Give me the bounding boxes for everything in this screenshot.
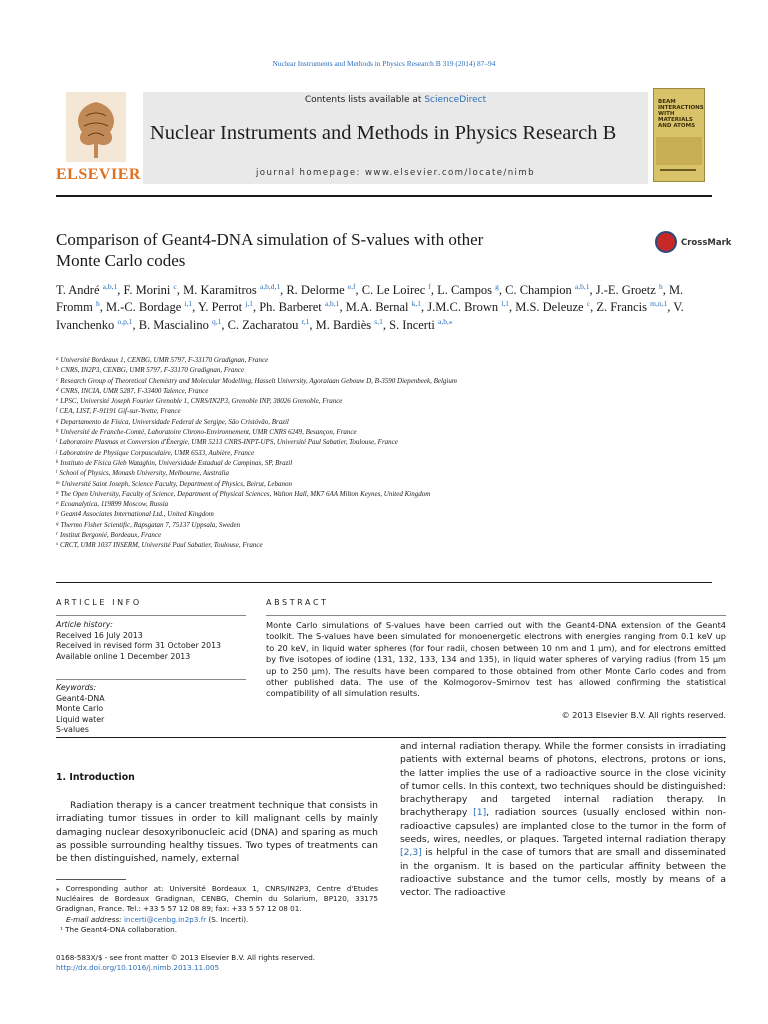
author-name: M. Karamitros [183, 283, 257, 297]
email-note: E-mail address: incerti@cenbg.in2p3.fr (S. Incerti). [66, 914, 249, 924]
author-list: T. André $^{a,b,1}$, F. Morini $^c$, M. Karamitros $^{a,b,d,1}$, R. Delorme $^{e,f}$, C. Le Loirec $^f$, L. Campos $^g$, C. Champion $^{a,b,1}$, J.-E. Groetz $^h$, M. Fromm $^h$, M.-C. Bordage $^{i,1}$, Y. Perrot $^{j,1}$, Ph. Barberet $^{a,b,1}$, M.A. Bernal $^{k,1}$, J.M.C. Brown $^{l,1}$, M.S. Deleuze $^c$, Z. Francis $^{m,n,1}$, V. Ivanchenko $^{o,p,1}$, B. Mascialino $^{q,1}$, C. Zacharatou $^{r,1}$, M. Bardiès $^{s,1}$, S. Incerti $^{a,b,⁎}$ [56, 282, 684, 332]
author-affiliation-marks[interactable]: h [95, 299, 100, 309]
author-affiliation-marks[interactable]: c [586, 299, 591, 309]
author[interactable] [183, 283, 280, 297]
affiliation-key: i [56, 439, 58, 445]
author-name: B. Mascialino [138, 317, 209, 332]
affiliation-text: Ecoanalytica, 119899 Moscow, Russia [60, 500, 169, 509]
info-rule [56, 679, 246, 680]
author-name: Ph. Barberet [259, 300, 322, 315]
article-history [56, 620, 246, 662]
author-name: F. Morini [123, 283, 171, 297]
abstract-copyright: © 2013 Elsevier B.V. All rights reserved. [561, 710, 726, 720]
affiliation-key: f [56, 408, 58, 414]
right-column-paragraph: and internal radiation therapy. While the former consists in irradiating patients with external beams of photons, electrons, protons or ions, the latter implies the use of a radioactive source in the close vicinity of tumor cells. In this context, two techniques should be distinguished: brachytherapy and targeted internal radiation therapy. In brachytherapy [1], radiation sources (usually enclosed within non-radioactive capsules) are implanted close to the tumor in the form of seeds, wires, needles, or plaques. Targeted internal radiation therapy [2,3] is helpful in the case of tumors that are small and disseminated in the organism. It is based on the particular affinity between the radioactive substance and the tumor cells, mostly by means of a vector. The radioactive [400, 741, 726, 899]
introduction-heading: 1. Introduction [56, 772, 135, 783]
affiliation-text: LPSC, Université Joseph Fourier Grenoble 1, CNRS/IN2P3, Grenoble INP, 38026 Grenoble, France [60, 397, 343, 406]
cover-footer [660, 169, 696, 171]
affiliation-key: h [56, 429, 59, 435]
affiliation-item [56, 489, 716, 499]
author[interactable] [596, 300, 667, 314]
author-affiliation-marks[interactable]: a,b,1 [102, 282, 118, 291]
cover-title: BEAM INTERACTIONS WITH MATERIALS AND ATOMS [658, 99, 704, 129]
author-name: Y. Perrot [197, 300, 243, 315]
affiliation-item [56, 417, 716, 427]
affiliation-text: Université Saint Joseph, Science Faculty, Department of Physics, Beirut, Lebanon [61, 479, 292, 488]
affiliation-item [56, 406, 716, 416]
contents-prefix: Contents lists available at [304, 95, 425, 105]
info-rule [56, 615, 246, 616]
author-name: C. Champion [505, 283, 572, 297]
abstract-rule [266, 615, 726, 616]
author-affiliation-marks[interactable]: l,1 [501, 299, 509, 309]
author-affiliation-marks[interactable]: m,n,1 [650, 299, 668, 309]
author-affiliation-marks[interactable]: a,b,⁎ [438, 316, 453, 326]
affiliation-key: e [56, 398, 59, 404]
author-affiliation-marks[interactable]: a,b,1 [574, 282, 590, 291]
affiliation-item [56, 479, 716, 489]
contents-line [143, 95, 648, 105]
section-rule [56, 582, 712, 583]
affiliation-key: q [56, 521, 59, 527]
affiliation-item [56, 540, 716, 550]
affiliation-text: School of Physics, Monash University, Melbourne, Australia [59, 469, 229, 478]
author[interactable] [505, 283, 589, 297]
affiliation-key: o [56, 501, 59, 507]
masthead [56, 88, 756, 188]
author[interactable] [362, 283, 431, 297]
author-name: R. Delorme [286, 283, 345, 297]
affiliation-text: CRCT, UMR 1037 INSERM, Université Paul Sabatier, Toulouse, France [59, 541, 263, 550]
affiliation-key: m [56, 480, 60, 486]
affiliation-text: Laboratoire de Physique Corpusculaire, UMR 6533, Aubière, France [59, 448, 255, 457]
elsevier-wordmark: ELSEVIER [56, 166, 141, 183]
footnote-rule [56, 879, 126, 880]
header-rule [56, 195, 712, 197]
introduction-paragraph: Radiation therapy is a cancer treatment technique that consists in irradiating tumor tissues in order to kill malignant cells by mainly damaging nuclear desoxyribonucleic acid (DNA) and sparing as much as possible surrounding healthy tissues. Two types of treatments can be then distinguished, namely, external [56, 800, 378, 865]
author-name: M.S. Deleuze [515, 300, 584, 315]
author[interactable] [123, 283, 176, 297]
affiliation-text: CEA, LIST, F-91191 Gif-sur-Yvette, France [59, 407, 181, 416]
author-affiliation-marks[interactable]: s,1 [374, 316, 383, 326]
abstract-heading: ABSTRACT [266, 598, 329, 607]
author[interactable] [139, 318, 222, 332]
affiliation-item [56, 520, 716, 530]
author[interactable] [228, 318, 310, 332]
author-affiliation-marks[interactable]: a,b,1 [324, 299, 340, 309]
reference-link[interactable]: [2,3] [400, 847, 422, 859]
cover-band [656, 137, 702, 165]
author-affiliation-marks[interactable]: j,1 [245, 299, 253, 309]
author[interactable] [56, 283, 117, 297]
affiliation-text: Instituto de Física Gleb Wataghin, Universidade Estadual de Campinas, SP, Brazil [60, 458, 293, 467]
affiliation-item [56, 376, 716, 386]
affiliation-item [56, 355, 716, 365]
author-affiliation-marks[interactable]: c [173, 282, 177, 291]
author[interactable] [515, 300, 590, 314]
affiliation-item [56, 530, 716, 540]
keywords [56, 683, 246, 736]
affiliation-key: p [56, 511, 59, 517]
author-affiliation-marks[interactable]: e,f [347, 282, 356, 291]
keyword-item: S-values [56, 725, 89, 734]
author-name: L. Campos [437, 283, 492, 297]
reference-link[interactable]: [1] [473, 807, 487, 819]
author-name: S. Incerti [389, 317, 435, 332]
author[interactable] [106, 300, 192, 314]
homepage-prefix: journal homepage: [256, 168, 365, 178]
affiliation-item [56, 396, 716, 406]
author[interactable] [437, 283, 499, 297]
affiliation-key: k [56, 459, 59, 465]
affiliation-key: j [56, 449, 58, 455]
keyword-item: Geant4-DNA [56, 693, 105, 703]
author-affiliation-marks[interactable]: f [428, 282, 431, 291]
journal-banner [143, 92, 648, 184]
collaboration-note: ¹ The Geant4-DNA collaboration. [60, 924, 177, 934]
affiliation-list [56, 355, 716, 551]
affiliation-text: The Open University, Faculty of Science, Department of Physical Sciences, Walton Hall, MK7 6AA Milton Keynes, United Kingdom [60, 489, 431, 498]
affiliation-key: g [56, 418, 59, 424]
author-affiliation-marks[interactable]: h [658, 282, 663, 291]
author-name: M. Bardiès [315, 317, 372, 332]
crossmark-label: CrossMark [681, 238, 732, 248]
affiliation-text: Thermo Fisher Scientific, Rapsgatan 7, 75137 Uppsala, Sweden [60, 520, 241, 529]
affiliation-text: Institut Bergonié, Bordeaux, France [59, 531, 162, 540]
body-rule [56, 737, 726, 738]
author-affiliation-marks[interactable]: a,b,d,1 [259, 282, 281, 291]
journal-title: Nuclear Instruments and Methods in Physics Research B [150, 122, 617, 144]
affiliation-key: b [56, 367, 59, 373]
affiliation-text: Geant4 Associates International Ltd., United Kingdom [60, 510, 214, 519]
author-name: C. Zacharatou [227, 317, 299, 332]
homepage-url-link[interactable]: www.elsevier.com/locate/nimb [364, 168, 535, 178]
author-name: J.-E. Groetz [595, 283, 656, 297]
affiliation-text: Laboratoire Plasmas et Conversion d'Énergie, UMR 5213 CNRS-INPT-UPS, Université Paul Sabatier, Toulouse, France [59, 438, 398, 447]
author[interactable] [286, 283, 355, 297]
affiliation-item [56, 437, 716, 447]
affiliation-item [56, 509, 716, 519]
keyword-item: Liquid water [56, 714, 105, 724]
bottom-info [56, 953, 456, 973]
affiliation-item [56, 386, 716, 396]
elsevier-logo [56, 92, 141, 184]
issn-line: 0168-583X/$ - see front matter © 2013 Elsevier B.V. All rights reserved. [56, 953, 316, 962]
sciencedirect-link[interactable]: ScienceDirect [424, 95, 487, 105]
author[interactable] [259, 300, 339, 314]
elsevier-tree-icon [66, 92, 126, 162]
affiliation-key: a [56, 357, 59, 362]
journal-citation-link[interactable]: Nuclear Instruments and Methods in Physics Research B 319 (2014) 87–94 [272, 59, 496, 68]
received-date: Received 16 July 2013 [56, 630, 143, 640]
footnotes [56, 884, 378, 935]
author-affiliation-marks[interactable]: r,1 [301, 316, 310, 326]
history-label: Article history: [56, 620, 113, 629]
author-affiliation-marks[interactable]: o,p,1 [117, 316, 133, 326]
online-date: Available online 1 December 2013 [56, 651, 191, 661]
affiliation-item [56, 458, 716, 468]
affiliation-text: Université Bordeaux 1, CENBG, UMR 5797, F-33170 Gradignan, France [60, 356, 269, 364]
author-name: T. André [56, 283, 100, 297]
author[interactable] [316, 318, 383, 332]
author[interactable] [596, 283, 663, 297]
revised-date: Received in revised form 31 October 2013 [56, 641, 222, 650]
affiliation-text: Research Group of Theoretical Chemistry and Molecular Modelling, Hasselt University, Agoralaan Gebouw D, B-3590 Diepenbeek, Belgium [60, 376, 457, 385]
keywords-label: Keywords: [56, 683, 97, 692]
author[interactable] [389, 318, 453, 332]
affiliation-text: CNRS, INCIA, UMR 5287, F-33400 Talence, France [60, 386, 209, 395]
author[interactable] [198, 300, 253, 314]
affiliation-key: l [56, 470, 58, 476]
author[interactable] [346, 300, 421, 314]
journal-homepage [143, 168, 648, 178]
affiliation-item [56, 427, 716, 437]
author-name: V. Ivanchenko [56, 300, 684, 332]
author-affiliation-marks[interactable]: q,1 [211, 316, 222, 326]
affiliation-item [56, 365, 716, 375]
author-name: Z. Francis [596, 300, 648, 315]
affiliation-item [56, 448, 716, 458]
article-title: Comparison of Geant4-DNA simulation of S-values with other Monte Carlo codes [56, 230, 484, 270]
keyword-item: Monte Carlo [56, 704, 104, 713]
author-affiliation-marks[interactable]: g [495, 282, 499, 291]
affiliation-key: s [56, 542, 58, 548]
affiliation-item [56, 468, 716, 478]
crossmark-icon [655, 231, 677, 253]
author-name: J.M.C. Brown [427, 300, 499, 315]
affiliation-text: Université de Franche-Comté, Laboratoire Chrono-Environnement, UMR CNRS 6249, Besançon, France [60, 428, 357, 437]
affiliation-text: Departamento de Física, Universidade Federal de Sergipe, São Cristóvão, Brazil [60, 417, 289, 426]
affiliation-key: r [56, 532, 58, 538]
author-name: M. Fromm [56, 283, 684, 315]
author-affiliation-marks[interactable]: i,1 [184, 299, 193, 309]
author-name: M.A. Bernal [345, 300, 409, 315]
affiliation-key: n [56, 490, 59, 496]
corresponding-author-note: ⁎ Corresponding author at: Université Bordeaux 1, CNRS/IN2P3, Centre d'Etudes Nucléaires de Bordeaux Gradignan, CENBG, Chemin du Solarium, BP120, 33175 Gradignan, France. Tel.: +33 5 57 12 08 89; fax: +33 5 57 12 08 01. [56, 884, 378, 914]
journal-cover-thumbnail[interactable] [653, 88, 705, 182]
crossmark-button[interactable] [655, 231, 732, 255]
author-affiliation-marks[interactable]: k,1 [411, 299, 422, 309]
doi-link[interactable]: http://dx.doi.org/10.1016/j.nimb.2013.11.005 [56, 963, 220, 973]
email-link[interactable]: incerti@cenbg.in2p3.fr [123, 914, 207, 924]
author-name: C. Le Loirec [361, 283, 426, 297]
abstract-text: Monte Carlo simulations of S-values have been carried out with the Geant4-DNA extension of the Geant4 toolkit. The S-values have been simulated for monoenergetic electrons with energies ranging from 0.1 keV up to 20 keV, in liquid water spheres (for four radii, chosen between 10 nm and 1 μm), and for electrons emitted by five isotopes of iodine (131, 132, 133, 134 and 135), in liquid water spheres of varying radius (from 15 μm up to 250 μm). The results have been compared to those obtained from other Monte Carlo codes and from other published data. The use of the Kolmogorov–Smirnov test has allowed confirming the statistical compatibility of all simulation results. [266, 620, 726, 699]
affiliation-key: c [56, 377, 59, 383]
affiliation-item [56, 499, 716, 509]
author-name: M.-C. Bordage [105, 300, 182, 315]
affiliation-key: d [56, 387, 59, 393]
author[interactable] [427, 300, 509, 314]
article-info-heading: ARTICLE INFO [56, 598, 142, 607]
affiliation-text: CNRS, IN2P3, CENBG, UMR 5797, F-33170 Gradignan, France [60, 366, 245, 375]
